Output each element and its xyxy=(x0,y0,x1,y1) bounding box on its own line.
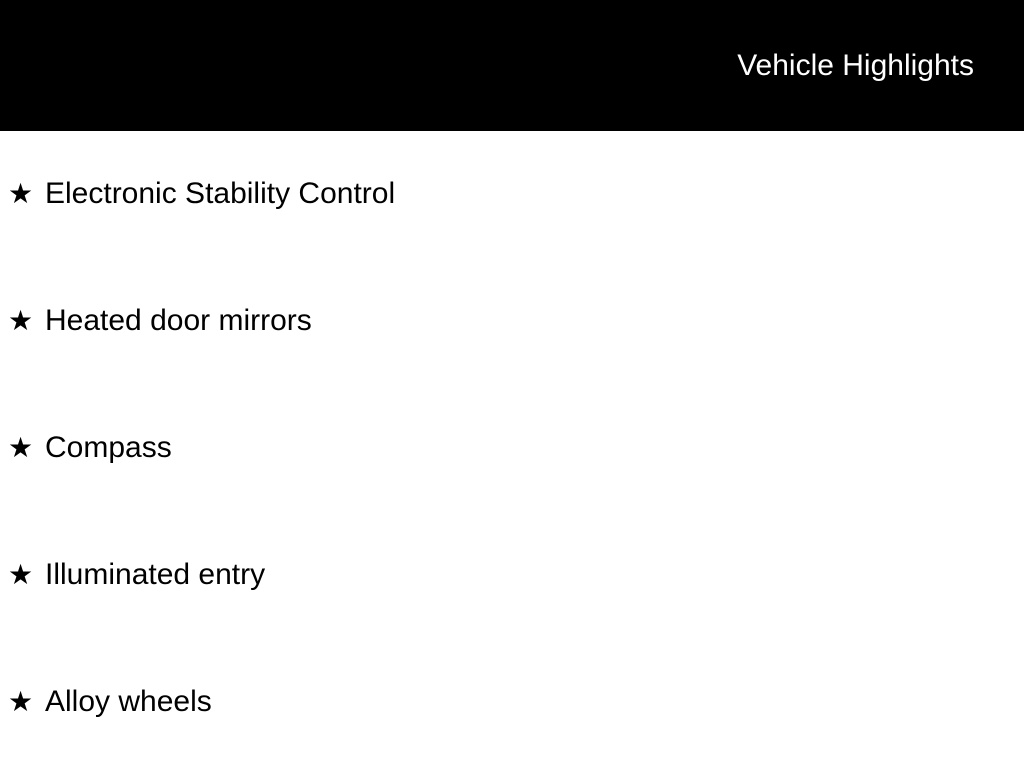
highlight-item xyxy=(8,685,1024,719)
highlight-label: Alloy wheels xyxy=(45,685,212,718)
highlight-label: Compass xyxy=(45,431,172,464)
star-icon: ★ xyxy=(8,305,34,336)
highlight-label: Electronic Stability Control xyxy=(45,177,396,210)
star-icon: ★ xyxy=(8,686,34,717)
header-bar xyxy=(0,0,1024,131)
star-icon: ★ xyxy=(8,432,34,463)
highlight-label: Heated door mirrors xyxy=(45,304,312,337)
highlights-list xyxy=(0,131,1024,719)
highlight-item xyxy=(8,177,1024,211)
star-icon: ★ xyxy=(8,178,34,209)
highlight-item xyxy=(8,304,1024,338)
highlight-label: Illuminated entry xyxy=(45,558,266,591)
star-icon: ★ xyxy=(8,559,34,590)
highlight-item xyxy=(8,431,1024,465)
highlight-item xyxy=(8,558,1024,592)
page-title: Vehicle Highlights xyxy=(737,48,974,82)
